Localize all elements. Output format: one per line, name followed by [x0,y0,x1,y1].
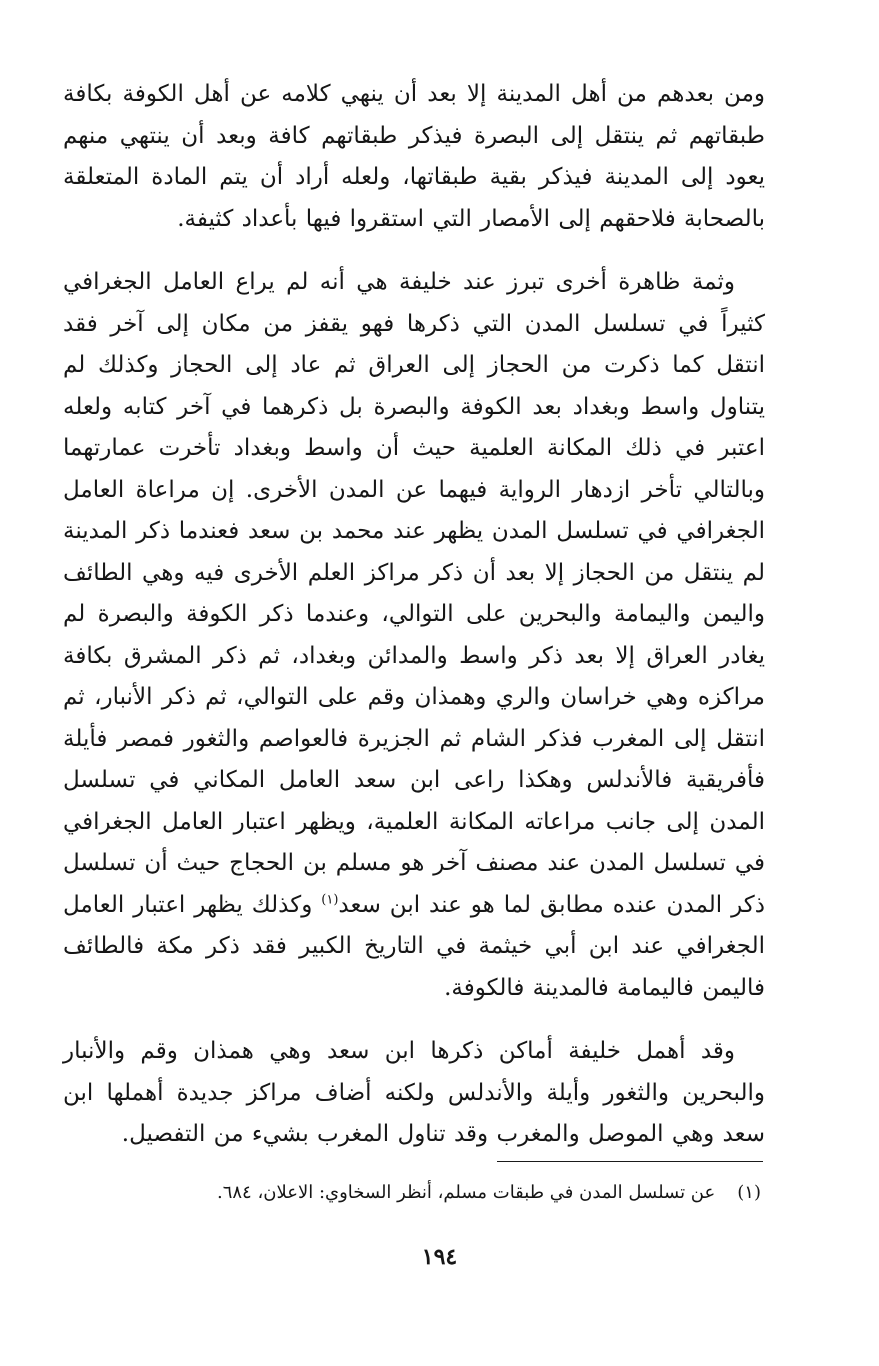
footnote [121,1180,761,1206]
footnote-separator [497,1161,763,1162]
paragraph-1: ومن بعدهم من أهل المدينة إلا بعد أن ينهي كلامه عن أهل الكوفة بكافة طبقاتهم ثم ينتقل إلى البصرة فيذكر طبقاتهم كافة وبعد أن ينتهي منهم يعود إلى المدينة فيذكر بقية طبقاتها، ولعله أراد أن يتم المادة المتعلقة بالصحابة فلاحقهم إلى الأمصار التي استقروا فيها بأعداد كثيفة. [63,81,765,232]
page-number: ١٩٤ [421,1244,458,1270]
footnote-text: عن تسلسل المدن في طبقات مسلم، أنظر السخاوي: الاعلان، ٦٨٤. [216,1182,716,1203]
paragraph-2-continuation: وكذلك يظهر اعتبار العامل الجغرافي عند ابن أبي خيثمة في التاريخ الكبير فقد ذكر مكة فالطائف فاليمن فاليمامة فالمدينة فالكوفة. [63,891,765,1001]
paragraph-2-main: وثمة ظاهرة أخرى تبرز عند خليفة هي أنه لم يراع العامل الجغرافي كثيراً في تسلسل المدن التي ذكرها فهو يقفز من مكان إلى آخر فقد انتقل كما ذكرت من الحجاز إلى العراق ثم عاد إلى الحجاز وكذلك لم يتناول واسط وبغداد بعد الكوفة والبصرة بل ذكرهما في آخر كتابه ولعله اعتبر في ذلك المكانة العلمية حيث أن واسط وبغداد تأخرت عمارتهما وبالتالي تأخر ازدهار الرواية فيهما عن المدن الأخرى. إن مراعاة العامل الجغرافي في تسلسل المدن يظهر عند محمد بن سعد فعندما ذكر المدينة لم ينتقل من الحجاز إلا بعد أن ذكر مراكز العلم الأخرى فيه وهي الطائف واليمن واليمامة والبحرين على التوالي، وعندما ذكر الكوفة والبصرة لم يغادر العراق إلا بعد ذكر واسط والمدائن وبغداد، ثم ذكر المشرق بكافة مراكزه وهي خراسان والري وهمذان وقم على التوالي، ثم ذكر الأنبار، ثم انتقل إلى المغرب فذكر الشام ثم الجزيرة فالعواصم والثغور فمصر فأيلة فأفريقية فالأندلس وهكذا راعى ابن سعد العامل المكاني في تسلسل المدن إلى جانب مراعاته المكانة العلمية، ويظهر اعتبار العامل الجغرافي في تسلسل المدن عند مصنف آخر هو مسلم بن الحجاج حيث أن تسلسل ذكر المدن عنده مطابق لما هو عند ابن سعد [63,269,765,918]
footnote-number: (١) [737,1182,761,1203]
body-text [63,74,765,1156]
paragraph-3: وقد أهمل خليفة أماكن ذكرها ابن سعد وهي همذان وقم والأنبار والبحرين والثغور وأيلة والأندلس ولكنه أضاف مراكز جديدة أهملها ابن سعد وهي الموصل والمغرب وقد تناول المغرب بشيء من التفصيل. [63,1038,765,1147]
paragraph-2 [63,262,765,1009]
footnote-marker: (١) [321,891,339,907]
